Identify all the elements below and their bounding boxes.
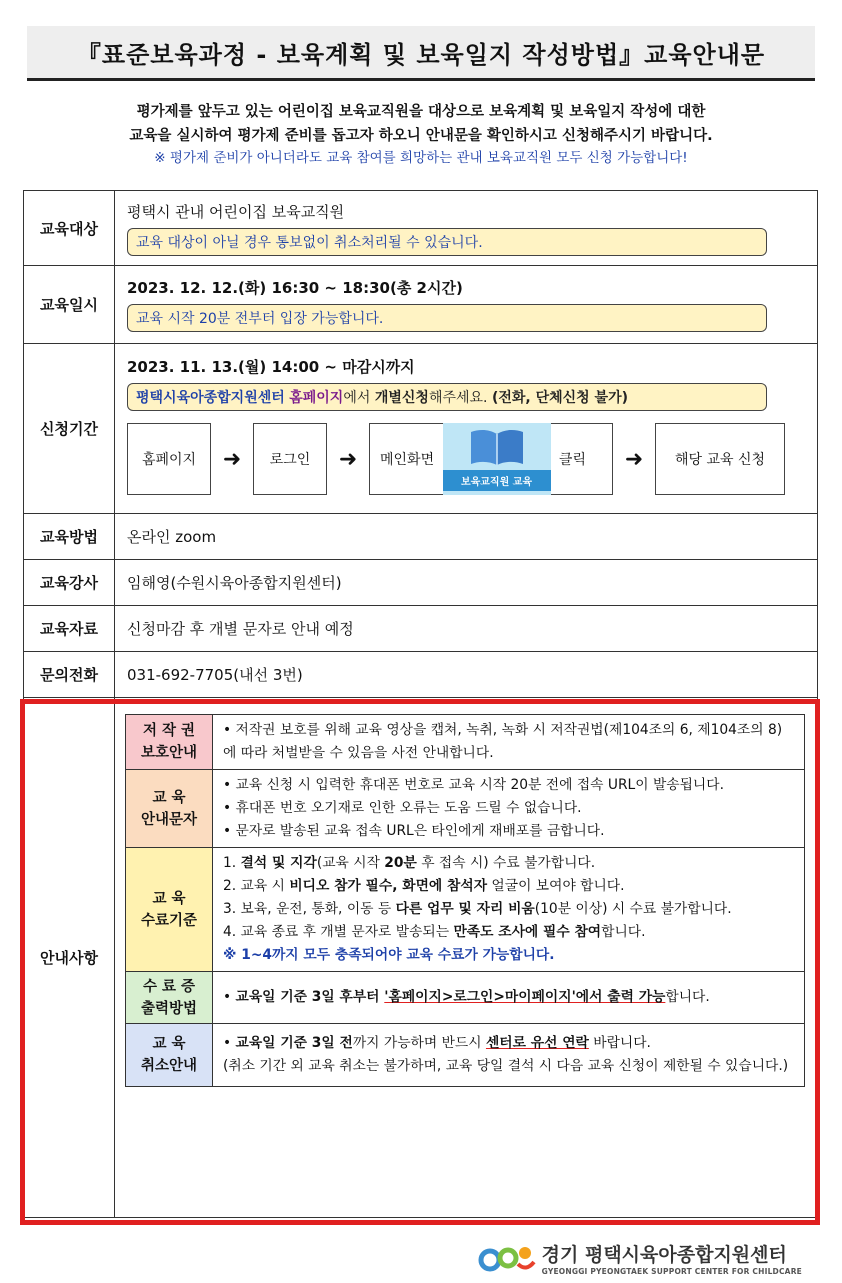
criteria-text-cell bbox=[213, 848, 805, 972]
criteria-label bbox=[126, 848, 213, 972]
row-apply bbox=[24, 344, 818, 514]
text: 합니다. bbox=[665, 989, 710, 1005]
text: 후 접속 시) 수료 불가합니다. bbox=[416, 855, 596, 871]
underlined-text: 센터로 유선 연락 bbox=[485, 1035, 589, 1051]
notice-criteria bbox=[126, 848, 805, 972]
step-homepage: 홈페이지 bbox=[127, 423, 211, 495]
bold-text: 교육일 기준 3일 전 bbox=[235, 1035, 353, 1051]
row-label: 교육강사 bbox=[24, 560, 115, 606]
footer-name: 경기 평택시육아종합지원센터 bbox=[541, 1244, 787, 1266]
label-line: 수 료 증 bbox=[142, 978, 196, 995]
hint-text: 해주세요. bbox=[428, 390, 492, 406]
row-phone bbox=[24, 652, 818, 698]
arrow-right-icon: ➜ bbox=[338, 446, 358, 472]
intro-line-1: 평가제를 앞두고 있는 어린이집 보육교직원을 대상으로 보육계획 및 보육일지 작성에 대한 bbox=[136, 104, 706, 120]
step-click-label: 클릭 bbox=[558, 452, 586, 468]
step-apply-course: 해당 교육 신청 bbox=[655, 423, 785, 495]
row-material bbox=[24, 606, 818, 652]
text: 4. 교육 종료 후 개별 문자로 발송되는 bbox=[223, 924, 454, 940]
footer bbox=[478, 1238, 802, 1278]
criteria-item-1 bbox=[223, 852, 794, 875]
phone-text: 031-692-7705(내선 3번) bbox=[115, 652, 818, 698]
bold-text: 다른 업무 및 자리 비움 bbox=[395, 901, 535, 917]
notice-certificate bbox=[126, 972, 805, 1024]
text: 3. 보육, 운전, 통화, 이동 등 bbox=[223, 901, 396, 917]
criteria-item-2 bbox=[223, 875, 794, 898]
sms-item: • 교육 신청 시 입력한 휴대폰 번호로 교육 시작 20분 전에 접속 URL이 발송됩니다. bbox=[223, 774, 794, 797]
arrow-right-icon: ➜ bbox=[624, 446, 644, 472]
cancel-text bbox=[223, 1032, 794, 1055]
certificate-label bbox=[126, 972, 213, 1024]
sms-text-cell bbox=[213, 770, 805, 848]
notice-highlight-frame bbox=[20, 699, 820, 1225]
criteria-item-3 bbox=[223, 898, 794, 921]
sms-item: • 문자로 발송된 교육 접속 URL은 타인에게 재배포를 금합니다. bbox=[223, 820, 794, 843]
apply-steps bbox=[127, 423, 805, 495]
step-main-label: 메인화면 bbox=[380, 452, 435, 468]
label-line: 출력방법 bbox=[140, 1000, 198, 1017]
bold-text: 결석 및 지각 bbox=[240, 855, 317, 871]
notice-sms bbox=[126, 770, 805, 848]
title-bar bbox=[27, 26, 815, 81]
criteria-note: ※ 1~4까지 모두 충족되어야 교육 수료가 가능합니다. bbox=[223, 947, 555, 963]
intro-line-2: 교육을 실시하여 평가제 준비를 돕고자 하오니 안내문을 확인하시고 신청해주시기 바랍니다. bbox=[129, 128, 713, 144]
row-content bbox=[115, 191, 818, 266]
cancel-label bbox=[126, 1024, 213, 1087]
footer-text bbox=[542, 1240, 802, 1276]
text: 얼굴이 보여야 합니다. bbox=[487, 878, 625, 894]
bold-text: 교육일 기준 3일 후부터 bbox=[235, 989, 385, 1005]
row-date bbox=[24, 266, 818, 344]
row-label: 교육자료 bbox=[24, 606, 115, 652]
footer-name-en: GYEONGGI PYEONGTAEK SUPPORT CENTER FOR CHILDCARE bbox=[541, 1267, 802, 1276]
text: 합니다. bbox=[601, 924, 646, 940]
sms-label bbox=[126, 770, 213, 848]
sms-item: • 휴대폰 번호 오기재로 인한 오류는 도움 드릴 수 없습니다. bbox=[223, 797, 794, 820]
row-target bbox=[24, 191, 818, 266]
intro bbox=[27, 100, 815, 168]
step-main-screen bbox=[369, 423, 613, 495]
row-lecturer bbox=[24, 560, 818, 606]
date-hint: 교육 시작 20분 전부터 입장 가능합니다. bbox=[127, 304, 767, 332]
center-logo-icon bbox=[478, 1238, 536, 1278]
hint-text: 에서 bbox=[343, 390, 375, 406]
label-line: 교 육 bbox=[152, 1036, 186, 1052]
image-caption: 보육교직원 교육 bbox=[443, 470, 551, 491]
notice-panel bbox=[125, 714, 805, 1087]
material-text: 신청마감 후 개별 문자로 안내 예정 bbox=[115, 606, 818, 652]
book-icon bbox=[467, 428, 527, 466]
apply-hint bbox=[127, 383, 767, 411]
text: 까지 가능하며 반드시 bbox=[352, 1035, 486, 1051]
criteria-item-4 bbox=[223, 921, 794, 944]
text: 2. 교육 시 bbox=[223, 878, 290, 894]
target-text: 평택시 관내 어린이집 보육교직원 bbox=[127, 202, 345, 221]
date-text: 2023. 12. 12.(화) 16:30 ~ 18:30(총 2시간) bbox=[127, 279, 463, 297]
copyright-label bbox=[126, 715, 213, 770]
copyright-text: • 저작권 보호를 위해 교육 영상을 캡쳐, 녹취, 녹화 시 저작권법(제104조의 6, 제104조의 8)에 따라 처벌받을 수 있음을 사전 안내합니다. bbox=[223, 719, 794, 765]
row-label: 문의전화 bbox=[24, 652, 115, 698]
label-line: 취소안내 bbox=[140, 1058, 198, 1074]
homepage-word: 홈페이지 bbox=[289, 390, 344, 406]
label-line: 보호안내 bbox=[140, 745, 198, 761]
row-label: 신청기간 bbox=[24, 344, 115, 514]
label-line: 안내문자 bbox=[140, 811, 198, 828]
row-method bbox=[24, 514, 818, 560]
center-name: 평택시육아종합지원센터 bbox=[136, 390, 285, 406]
hint-bold: 개별신청 bbox=[374, 390, 429, 406]
label-line: 교 육 bbox=[152, 890, 186, 907]
row-label: 교육대상 bbox=[24, 191, 115, 266]
certificate-text bbox=[223, 986, 794, 1009]
page-title: 『표준보육과정 - 보육계획 및 보육일지 작성방법』교육안내문 bbox=[76, 40, 766, 69]
certificate-text-cell bbox=[213, 972, 805, 1024]
label-line: 교 육 bbox=[152, 789, 186, 806]
bold-text: 20분 bbox=[384, 855, 417, 871]
hint-bold: (전화, 단체신청 불가) bbox=[491, 390, 628, 406]
staff-education-button-image bbox=[443, 423, 551, 495]
copyright-text-cell bbox=[213, 715, 805, 770]
intro-note: ※ 평가제 준비가 아니더라도 교육 참여를 희망하는 관내 보육교직원 모두 신청 가능합니다! bbox=[154, 150, 688, 166]
apply-period-text: 2023. 11. 13.(월) 14:00 ~ 마감시까지 bbox=[127, 358, 415, 376]
label-line: 저 작 권 bbox=[142, 723, 196, 739]
bold-text: 비디오 참가 필수, 화면에 참석자 bbox=[289, 878, 488, 894]
underlined-text: '홈페이지>로그인>마이페이지'에서 출력 가능 bbox=[384, 989, 666, 1005]
cancel-text-2: (취소 기간 외 교육 취소는 불가하며, 교육 당일 결석 시 다음 교육 신청이 제한될 수 있습니다.) bbox=[223, 1058, 789, 1074]
row-label: 안내사항 bbox=[24, 698, 115, 1218]
cancel-text-cell bbox=[213, 1024, 805, 1087]
text: (교육 시작 bbox=[316, 855, 385, 871]
row-label: 교육일시 bbox=[24, 266, 115, 344]
label-line: 수료기준 bbox=[140, 912, 198, 929]
notice-cancel bbox=[126, 1024, 805, 1087]
text: 바랍니다. bbox=[588, 1035, 651, 1051]
row-label: 교육방법 bbox=[24, 514, 115, 560]
lecturer-text: 임해영(수원시육아종합지원센터) bbox=[115, 560, 818, 606]
row-content bbox=[115, 344, 818, 514]
bold-text: 만족도 조사에 필수 참여 bbox=[453, 924, 602, 940]
row-content bbox=[115, 266, 818, 344]
text: (10분 이상) 시 수료 불가합니다. bbox=[534, 901, 732, 917]
arrow-right-icon: ➜ bbox=[222, 446, 242, 472]
text: 1. bbox=[223, 855, 241, 871]
notice-table bbox=[125, 714, 805, 1087]
step-login: 로그인 bbox=[253, 423, 327, 495]
method-text: 온라인 zoom bbox=[115, 514, 818, 560]
notice-copyright bbox=[126, 715, 805, 770]
target-hint: 교육 대상이 아닐 경우 통보없이 취소처리될 수 있습니다. bbox=[127, 228, 767, 256]
